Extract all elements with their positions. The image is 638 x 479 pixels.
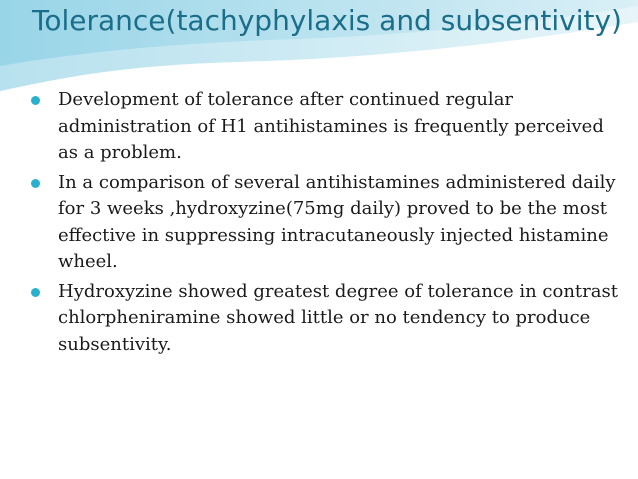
bullet-item <box>28 170 628 276</box>
bullet-item <box>28 279 628 359</box>
bullet-text: Hydroxyzine showed greatest degree of tolerance in contrast chlorpheniramine showed little or no tendency to produce subsentivity. <box>58 280 618 355</box>
bullet-text: In a comparison of several antihistamines administered daily for 3 weeks ,hydroxyzine(75mg daily) proved to be the most effective in suppressing intracutaneously injected histamine wheel. <box>58 171 616 272</box>
bullet-dot-icon <box>31 288 40 297</box>
slide-title: Tolerance(tachyphylaxis and subsentivity) <box>32 4 622 37</box>
bullet-text: Development of tolerance after continued regular administration of H1 antihistamines is frequently perceived as a problem. <box>58 89 604 163</box>
bullet-dot-icon <box>31 179 40 188</box>
bullet-list <box>28 87 628 361</box>
bullet-item <box>28 87 628 167</box>
bullet-dot-icon <box>31 96 40 105</box>
